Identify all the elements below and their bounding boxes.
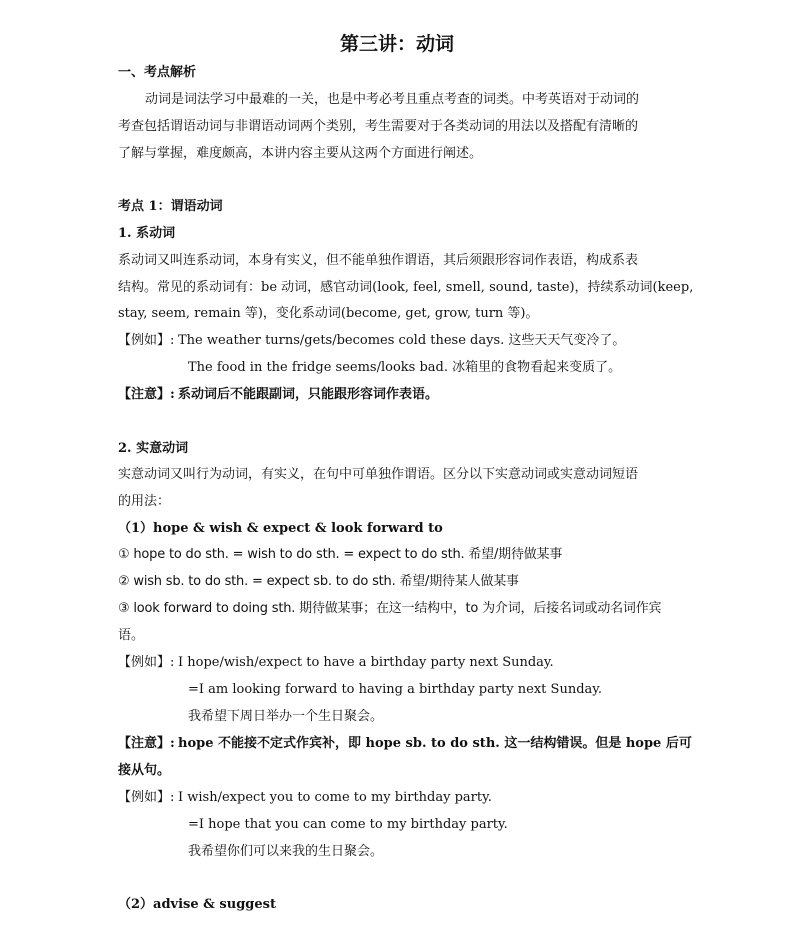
- example-sentence: I wish/expect you to come to my birthday party.: [178, 790, 492, 805]
- point-heading: 考点 1：谓语动词: [118, 199, 223, 214]
- paragraph-line: stay, seem, remain 等)，变化系动词(become, get, grow, turn 等)。: [118, 306, 539, 321]
- example-sentence: =I hope that you can come to my birthday party.: [188, 817, 508, 832]
- example-label: 【例如】:: [118, 790, 175, 805]
- usage-line: ① hope to do sth. = wish to do sth. = expect to do sth. 希望/期待做某事: [118, 547, 563, 562]
- note-text: hope 不能接不定式作宾补，即 hope sb. to do sth. 这一结构错误。但是 hope 后可: [178, 736, 692, 751]
- item-heading: （1）hope & wish & expect & look forward to: [118, 521, 443, 536]
- note-label: 【注意】:: [118, 387, 175, 402]
- example-label: 【例如】:: [118, 655, 175, 670]
- example-translation: 我希望下周日举办一个生日聚会。: [188, 709, 384, 724]
- intro-paragraph-line: 了解与掌握，难度颇高，本讲内容主要从这两个方面进行阐述。: [118, 146, 483, 161]
- usage-line: 语。: [118, 628, 145, 643]
- example-sentence: The weather turns/gets/becomes cold these days. 这些天天气变冷了。: [178, 333, 626, 348]
- usage-line: ③ look forward to doing sth. 期待做某事；在这一结构中，to 为介词，后接名词或动名词作宾: [118, 601, 662, 616]
- paragraph-line: 结构。常见的系动词有：be 动词，感官动词(look, feel, smell, sound, taste)，持续系动词(keep,: [118, 280, 694, 295]
- note-label: 【注意】:: [118, 736, 175, 751]
- paragraph-line: 实意动词又叫行为动词，有实义，在句中可单独作谓语。区分以下实意动词或实意动词短语: [118, 467, 639, 482]
- subsection-heading: 1. 系动词: [118, 226, 176, 241]
- example-label: 【例如】:: [118, 333, 175, 348]
- intro-paragraph-line: 考查包括谓语动词与非谓语动词两个类别，考生需要对于各类动词的用法以及搭配有清晰的: [118, 119, 639, 134]
- subsection-heading: 2. 实意动词: [118, 441, 189, 456]
- item-heading: （2）advise & suggest: [118, 897, 276, 912]
- section-heading: 一、考点解析: [118, 65, 197, 80]
- example-sentence: =I am looking forward to having a birthday party next Sunday.: [188, 682, 603, 697]
- paragraph-line: 系动词又叫连系动词，本身有实义，但不能单独作谓语，其后须跟形容词作表语，构成系表: [118, 253, 639, 268]
- page-title: 第三讲：动词: [339, 33, 454, 55]
- note-text: 系动词后不能跟副词，只能跟形容词作表语。: [178, 387, 439, 402]
- paragraph-line: 的用法：: [118, 494, 171, 509]
- example-sentence: I hope/wish/expect to have a birthday party next Sunday.: [178, 655, 554, 670]
- note-text: 接从句。: [118, 763, 171, 778]
- intro-paragraph-line: 动词是词法学习中最难的一关，也是中考必考且重点考查的词类。中考英语对于动词的: [145, 92, 640, 107]
- usage-line: ② wish sb. to do sth. = expect sb. to do sth. 希望/期待某人做某事: [118, 574, 519, 589]
- example-sentence: The food in the fridge seems/looks bad. 冰箱里的食物看起来变质了。: [188, 360, 622, 375]
- example-translation: 我希望你们可以来我的生日聚会。: [188, 844, 384, 859]
